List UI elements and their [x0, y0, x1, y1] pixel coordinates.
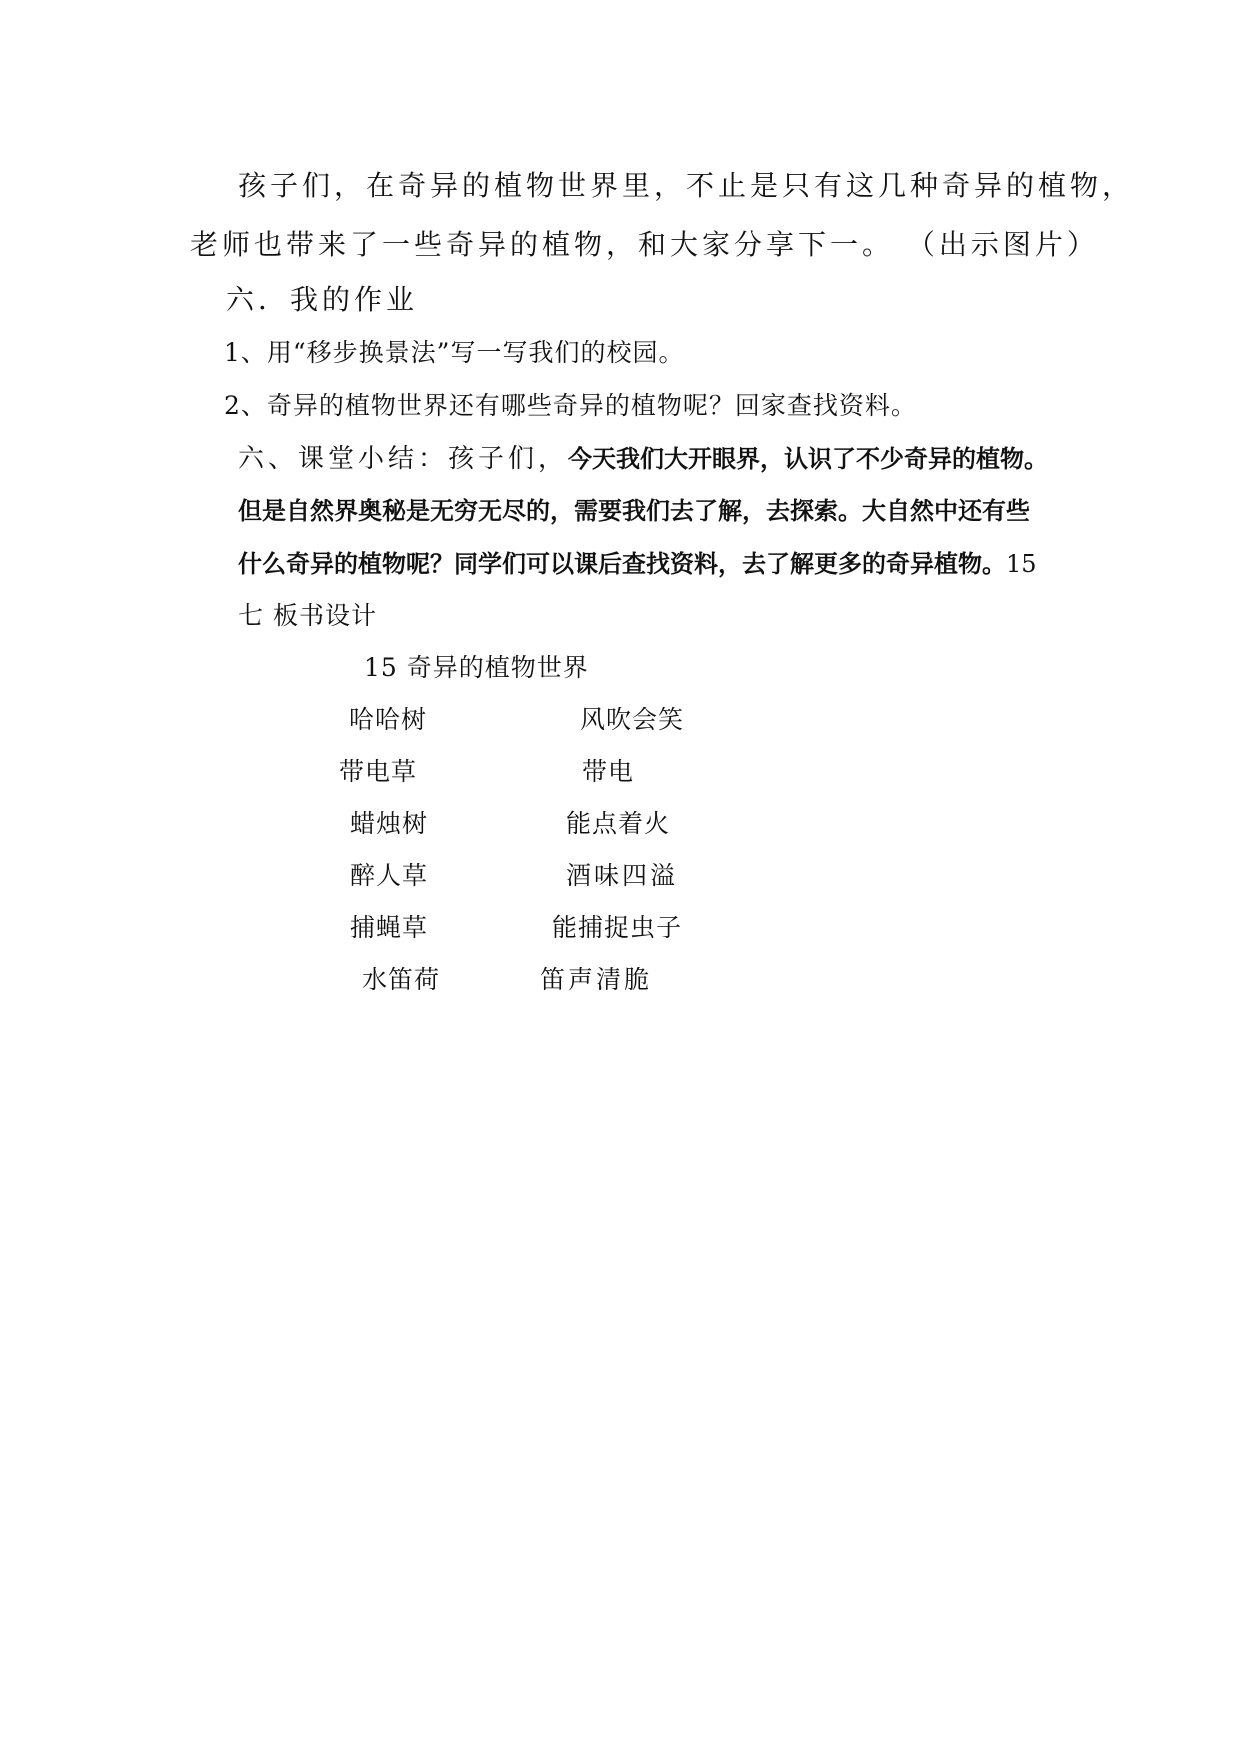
summary-line-1: [238, 446, 1048, 472]
summary-label: 六、课堂小结：孩子们，: [238, 444, 569, 474]
board-feature-4: 酒味四溢: [566, 861, 679, 890]
board-plant-5: 捕蝇草: [350, 913, 429, 942]
board-plant-6: 水笛荷: [362, 965, 441, 994]
summary-line-3-text: 什么奇异的植物呢？同学们可以课后查找资料，去了解更多的奇异植物。: [238, 550, 1006, 578]
board-plant-1: 哈哈树: [349, 705, 428, 734]
board-plant-4: 醉人草: [350, 861, 429, 890]
homework-item-1: 1、用“移步换景法”写一写我们的校园。: [224, 338, 685, 367]
homework-heading: 六．我的作业: [226, 283, 419, 316]
board-plant-3: 蜡烛树: [350, 809, 429, 838]
intro-line-2: 老师也带来了一些奇异的植物，和大家分享下一。 （出示图片）: [190, 228, 1099, 261]
board-feature-3: 能点着火: [566, 809, 671, 838]
board-feature-2: 带电: [582, 757, 635, 786]
board-title: 15 奇异的植物世界: [364, 653, 589, 682]
board-feature-5: 能捕捉虫子: [552, 913, 683, 942]
homework-item-2: 2、奇异的植物世界还有哪些奇异的植物呢？回家查找资料。: [224, 391, 917, 420]
summary-line-1-text: 今天我们大开眼界，认识了不少奇异的植物。: [568, 445, 1049, 473]
intro-line-1: 孩子们，在奇异的植物世界里，不止是只有这几种奇异的植物，: [238, 169, 1135, 202]
board-feature-1: 风吹会笑: [580, 705, 685, 734]
board-plant-2: 带电草: [339, 757, 418, 786]
summary-line-2: 但是自然界奥秘是无穷无尽的，需要我们去了解，去探索。大自然中还有些: [238, 497, 1030, 525]
board-feature-6: 笛声清脆: [540, 965, 653, 994]
summary-line-3: [238, 552, 1037, 576]
board-heading: 七 板书设计: [238, 601, 377, 630]
summary-line-3-tail: 15: [1006, 550, 1037, 578]
